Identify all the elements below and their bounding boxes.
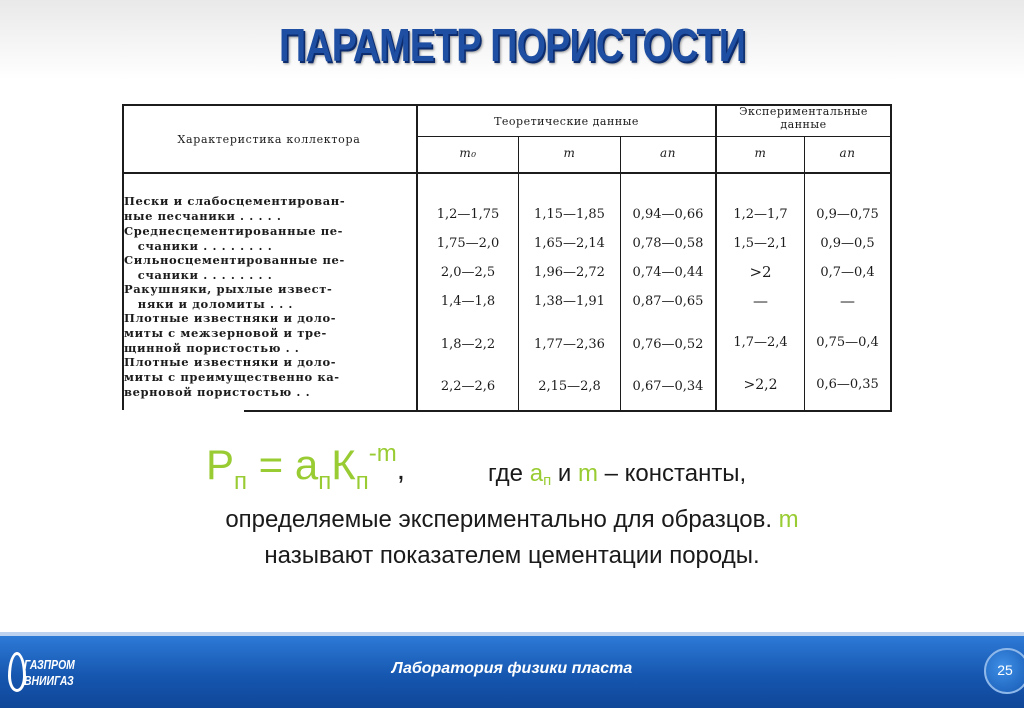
table-cell: 1,77—2,36 xyxy=(534,337,605,352)
formula-k: К xyxy=(331,441,356,488)
formula-p: Р xyxy=(206,441,235,488)
expl-prefix: где xyxy=(488,460,530,487)
explanation-line-2 xyxy=(0,506,1024,534)
table-cell: >2 xyxy=(749,263,772,281)
explanation-line-3: называют показателем цементации породы. xyxy=(264,542,760,569)
page-number: 25 xyxy=(997,662,1013,678)
table-cell: 0,74—0,44 xyxy=(632,265,704,280)
table-header-border xyxy=(122,172,892,174)
table-cell: 0,75—0,4 xyxy=(816,335,879,350)
formula-comma: , xyxy=(396,453,406,486)
table-bottom-border xyxy=(244,410,892,412)
header-experimental-cont: данные xyxy=(780,118,827,131)
table-cell: 1,2—1,75 xyxy=(436,207,500,222)
table-cell: 0,87—0,65 xyxy=(632,294,704,309)
table-cell: 0,9—0,75 xyxy=(816,207,879,222)
subheader-m: m xyxy=(563,146,576,160)
table-cell: 1,8—2,2 xyxy=(440,337,496,352)
header-theoretical: Теоретические данные xyxy=(494,115,639,128)
table-cell: 1,96—2,72 xyxy=(534,265,605,280)
table-cell: 1,38—1,91 xyxy=(534,294,605,309)
formula-exp: -m xyxy=(368,440,397,467)
table-right-border xyxy=(890,104,892,412)
table-cell: 0,7—0,4 xyxy=(820,265,875,280)
table-cell: 1,5—2,1 xyxy=(733,236,788,251)
formula-eq: = а xyxy=(247,441,319,488)
logo-bottom-text: ВНИИГАЗ xyxy=(24,673,74,688)
slide-title: ПАРАМЕТР ПОРИСТОСТИ xyxy=(278,19,746,71)
table-cell: — xyxy=(753,292,768,310)
table-cell: 0,9—0,5 xyxy=(820,236,875,251)
table-cell: 1,65—2,14 xyxy=(534,236,605,251)
table-cell: 0,94—0,66 xyxy=(632,207,704,222)
row-label: Плотные известняки и доло- миты с преимущественно ка- верновой пористостью . . xyxy=(124,355,340,399)
formula-k-sub: п xyxy=(355,468,369,495)
table-cell: 1,7—2,4 xyxy=(733,335,788,350)
table-cell: >2,2 xyxy=(743,377,778,393)
table-cell: 1,4—1,8 xyxy=(440,294,496,309)
logo-top-text: ГАЗПРОМ xyxy=(24,657,75,672)
table-cell: 2,2—2,6 xyxy=(440,379,496,394)
table-cell: 1,2—1,7 xyxy=(733,207,788,222)
table-cell: 1,15—1,85 xyxy=(534,207,605,222)
table-cell: 2,15—2,8 xyxy=(538,379,601,394)
table-cell: — xyxy=(840,292,855,310)
porosity-formula xyxy=(206,440,405,496)
table-cell: 0,6—0,35 xyxy=(816,377,879,392)
row-label: Пески и слабосцементирован- ные песчаники . . . . . xyxy=(124,194,346,223)
subheader-an: aп xyxy=(660,146,676,160)
table-cell: 0,67—0,34 xyxy=(632,379,704,394)
row-label: Среднесцементированные пе- счаники . . . . . . . . xyxy=(124,224,344,253)
table-cell: 1,75—2,0 xyxy=(436,236,500,251)
expl-line2-m: m xyxy=(778,506,799,533)
table-subheader-border xyxy=(417,136,892,137)
expl-m: m xyxy=(577,460,598,487)
table-cell: 0,78—0,58 xyxy=(632,236,704,251)
header-characteristic: Характеристика коллектора xyxy=(177,133,361,146)
porosity-table xyxy=(122,100,892,412)
row-label: Сильносцементированные пе- счаники . . . . . . . . xyxy=(124,253,345,282)
subheader-m0: m₀ xyxy=(459,146,477,160)
explanation-line-1 xyxy=(488,460,746,489)
formula-a-sub: п xyxy=(318,468,332,495)
table-cell: 2,0—2,5 xyxy=(440,265,496,280)
formula-p-sub: п xyxy=(234,468,248,495)
lab-name: Лаборатория физики пласта xyxy=(391,660,633,677)
expl-line2-text: определяемые экспериментально для образцов. xyxy=(225,506,779,533)
subheader-an-exp: aп xyxy=(839,146,856,160)
expl-a: а xyxy=(529,460,544,487)
table-cell: 0,76—0,52 xyxy=(632,337,704,352)
row-label: Плотные известняки и доло- миты с межзерновой и тре- щинной пористостью . . xyxy=(124,311,337,355)
expl-and: и xyxy=(551,460,578,487)
subheader-m-exp: m xyxy=(754,146,767,160)
header-experimental: Экспериментальные xyxy=(739,105,868,118)
expl-suffix: – константы, xyxy=(597,460,747,487)
row-label: Ракушняки, рыхлые извест- няки и доломиты . . . xyxy=(124,282,333,311)
expl-a-sub: п xyxy=(543,472,552,489)
